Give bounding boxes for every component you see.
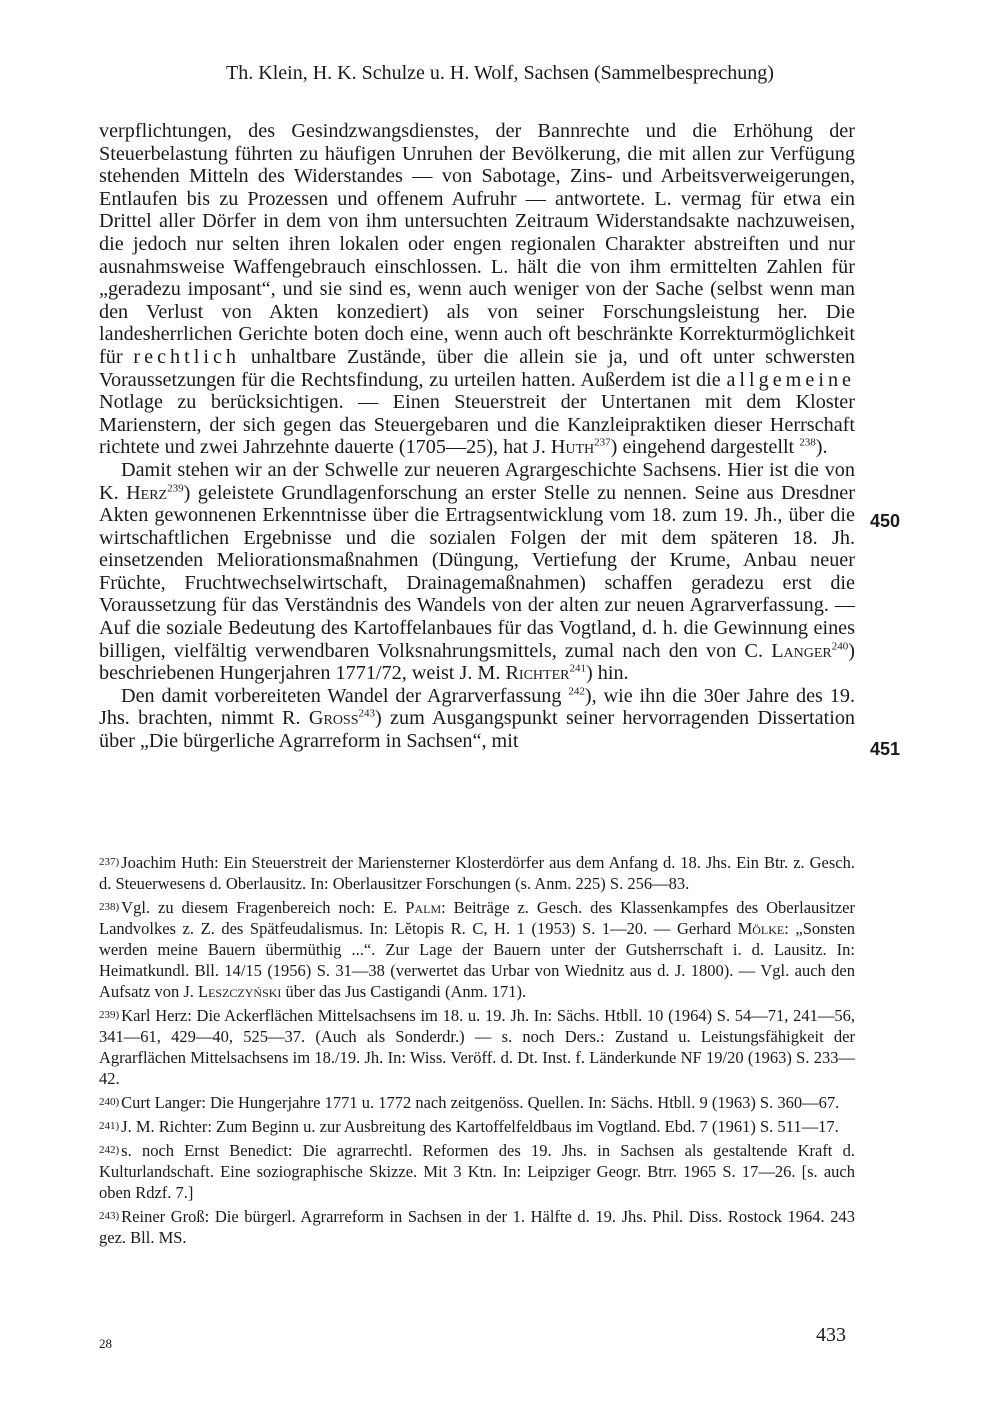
page-number: 433 bbox=[816, 1324, 846, 1346]
author-name: Langer bbox=[771, 639, 832, 662]
footnote-mark: 242) bbox=[99, 1144, 120, 1156]
footnote-ref: 238 bbox=[799, 436, 816, 449]
footnote-238: $^{238)}$ Vgl. zu diesem Fragenbereich noch: E. Palm: Beiträge z. Gesch. des Klassenkampfes des Oberlausitzer Landvolkes z. Z. des Spätfeudalismus. In: Lĕtopis R. C, H. 1 (1953) S. 1—20. — Gerhard Mölke: „Sonsten werden meine Bauern übermüthig ...“. Zur Lage der Bauern unter der Gutsherrschaft i. d. Lausitz. In: Heimatkundl. Bll. 14/15 (1956) S. 31—38 (verwertet das Urbar von Wiednitz aus d. J. 1800). — Vgl. auch den Aufsatz von J. Leszczyński über das Jus Castigandi (Anm. 171). bbox=[99, 898, 856, 1001]
footnote-241: $^{241)}$ J. M. Richter: Zum Beginn u. zur Ausbreitung des Kartoffelfeldbaus im Vogtland. Ebd. 7 (1961) S. 511—17. bbox=[99, 1117, 839, 1136]
footnote-mark: 240) bbox=[99, 1096, 120, 1108]
emphasis-spaced: allgemeine bbox=[726, 368, 855, 391]
running-header: Th. Klein, H. K. Schulze u. H. Wolf, Sachsen (Sammelbesprechung) bbox=[226, 62, 774, 84]
main-text bbox=[99, 120, 855, 753]
author-name: Palm bbox=[405, 898, 442, 917]
footnote-239: $^{239)}$ Karl Herz: Die Ackerflächen Mittelsachsens im 18. u. 19. Jh. In: Sächs. Htbll. 10 (1964) S. 54—71, 241—56, 341—61, 429—40, 525—37. (Auch als Sonderdr.) — s. noch Ders.: Zustand u. Leistungsfähigkeit der Agrarflächen Mittelsachsens im 18./19. Jh. In: Wiss. Veröff. d. Dt. Inst. f. Länderkunde NF 19/20 (1963) S. 233—42. bbox=[99, 1006, 855, 1088]
footnote-ref: 243 bbox=[358, 707, 376, 720]
author-name: Richter bbox=[505, 662, 570, 685]
paragraph-3: Den damit vorbereiteten Wandel der Agrarverfassung $^{242}$), wie ihn die 30er Jahre des 19. Jhs. brachten, nimmt R. Gross$^{243}$) zum Ausgangspunkt seiner hervorragenden Dissertation über „Die bürgerliche Agrarreform in Sachsen“, mit bbox=[99, 684, 856, 753]
paragraph-2: Damit stehen wir an der Schwelle zur neueren Agrargeschichte Sachsens. Hier ist die von K. Herz$^{239}$) geleistete Grundlagenforschung an erster Stelle zu nennen. Seine aus Dresdner Akten gewonnenen Erkenntnisse über die Ertragsentwicklung vom 18. zum 19. Jh., über die wirtschaftlichen Ergebnisse und die sozialen Folgen der mit dem späteren 18. Jh. einsetzenden Meliorationsmaßnahmen (Düngung, Vertiefung der Krume, Anbau neuer Früchte, Fruchtwechselwirtschaft, Drainagemaßnahmen) schaffen geradezu erst die Voraussetzung für das Verständnis des Wandels von der alten zur neuen Agrarverfassung. — Auf die soziale Bedeutung des Kartoffelanbaues für das Vogtland, d. h. die Gewinnung eines billigen, vielfältig verwendbaren Volksnahrungsmittels, zumal nach den von C. Langer$^{240}$) beschriebenen Hungerjahren 1771/72, weist J. M. Richter$^{241}$) hin. bbox=[99, 458, 855, 685]
footnote-mark: 237) bbox=[99, 856, 120, 868]
footnote-243: $^{243)}$ Reiner Groß: Die bürgerl. Agrarreform in Sachsen in der 1. Hälfte d. 19. Jhs. Phil. Diss. Rostock 1964. 243 gez. Bll. MS. bbox=[99, 1207, 855, 1247]
footnote-ref: 239 bbox=[167, 481, 184, 494]
footnote-ref: 242 bbox=[568, 685, 585, 698]
footnote-240: $^{240)}$ Curt Langer: Die Hungerjahre 1771 u. 1772 nach zeitgenöss. Quellen. In: Sächs. Htbll. 9 (1963) S. 360—67. bbox=[99, 1093, 840, 1112]
author-name: Leszczyński bbox=[197, 982, 282, 1001]
footnotes bbox=[99, 852, 855, 1251]
paragraph-1: verpflichtungen, des Gesindzwangsdienstes, der Bannrechte und die Erhöhung der Steuerbelastung führten zu häufigen Unruhen der Bevölkerung, die mit allen zur Verfügung stehenden Mitteln des Widerstandes — von Sabotage, Zins- und Arbeitsverweigerungen, Entlaufen bis zu Prozessen und offenem Aufruhr — antwortete. L. vermag für etwa ein Drittel aller Dörfer in dem von ihm untersuchten Zeitraum Widerstandsakte nachzuweisen, die jedoch nur selten ihren lokalen oder engen regionalen Charakter abstreiften und nur ausnahmsweise Waffengebrauch einschlossen. L. hält die von ihm ermittelten Zahlen für „geradezu imposant“, und sie sind es, wenn auch weniger von der Sache (selbst wenn man den Verlust von Akten konzediert) als von seiner Forschungsleistung her. Die landesherrlichen Gerichte boten doch eine, wenn auch oft beschränkte Korrekturmöglichkeit für rechtlich unhaltbare Zustände, über die allein sie ja, und oft unter schwersten Voraussetzungen für die Rechtsfindung, zu urteilen hatten. Außerdem ist die allgemeine Notlage zu berücksichtigen. — Einen Steuerstreit der Untertanen mit dem Kloster Marienstern, der sich gegen das Steuergebaren und die Kanzleipraktiken dieser Herrschaft richtete und zwei Jahrzehnte dauerte (1705—25), hat J. Huth$^{237}$) eingehend dargestellt $^{238}$). bbox=[99, 120, 856, 459]
footnote-mark: 238) bbox=[99, 901, 120, 913]
footnote-242: $^{242)}$ s. noch Ernst Benedict: Die agrarrechtl. Reformen des 19. Jhs. in Sachsen als gestaltende Kraft d. Kulturlandschaft. Eine soziographische Skizze. Mit 3 Ktn. In: Leipziger Geogr. Btrr. 1965 S. 17—26. [s. auch oben Rdzf. 7.] bbox=[99, 1141, 855, 1202]
sheet-number: 28 bbox=[99, 1336, 112, 1351]
author-name: Herz bbox=[126, 481, 168, 504]
footnote-ref: 237 bbox=[594, 436, 611, 449]
footnote-ref: 240 bbox=[831, 639, 849, 652]
footnote-mark: 241) bbox=[99, 1120, 120, 1132]
margin-number: 450 bbox=[870, 511, 901, 531]
footnote-mark: 243) bbox=[99, 1210, 120, 1222]
author-name: Mölke bbox=[737, 919, 785, 938]
author-name: Huth bbox=[550, 436, 595, 459]
margin-number: 451 bbox=[870, 739, 901, 759]
emphasis-spaced: rechtlich bbox=[133, 345, 241, 368]
footnote-mark: 239) bbox=[99, 1009, 120, 1021]
author-name: Gross bbox=[308, 707, 359, 730]
footnote-ref: 241 bbox=[569, 662, 586, 675]
footnote-237: $^{237)}$ Joachim Huth: Ein Steuerstreit der Mariensterner Klosterdörfer aus dem Anfang d. 18. Jhs. Ein Btr. z. Gesch. d. Steuerwesens d. Oberlausitz. In: Oberlausitzer Forschungen (s. Anm. 225) S. 256—83. bbox=[99, 853, 855, 893]
